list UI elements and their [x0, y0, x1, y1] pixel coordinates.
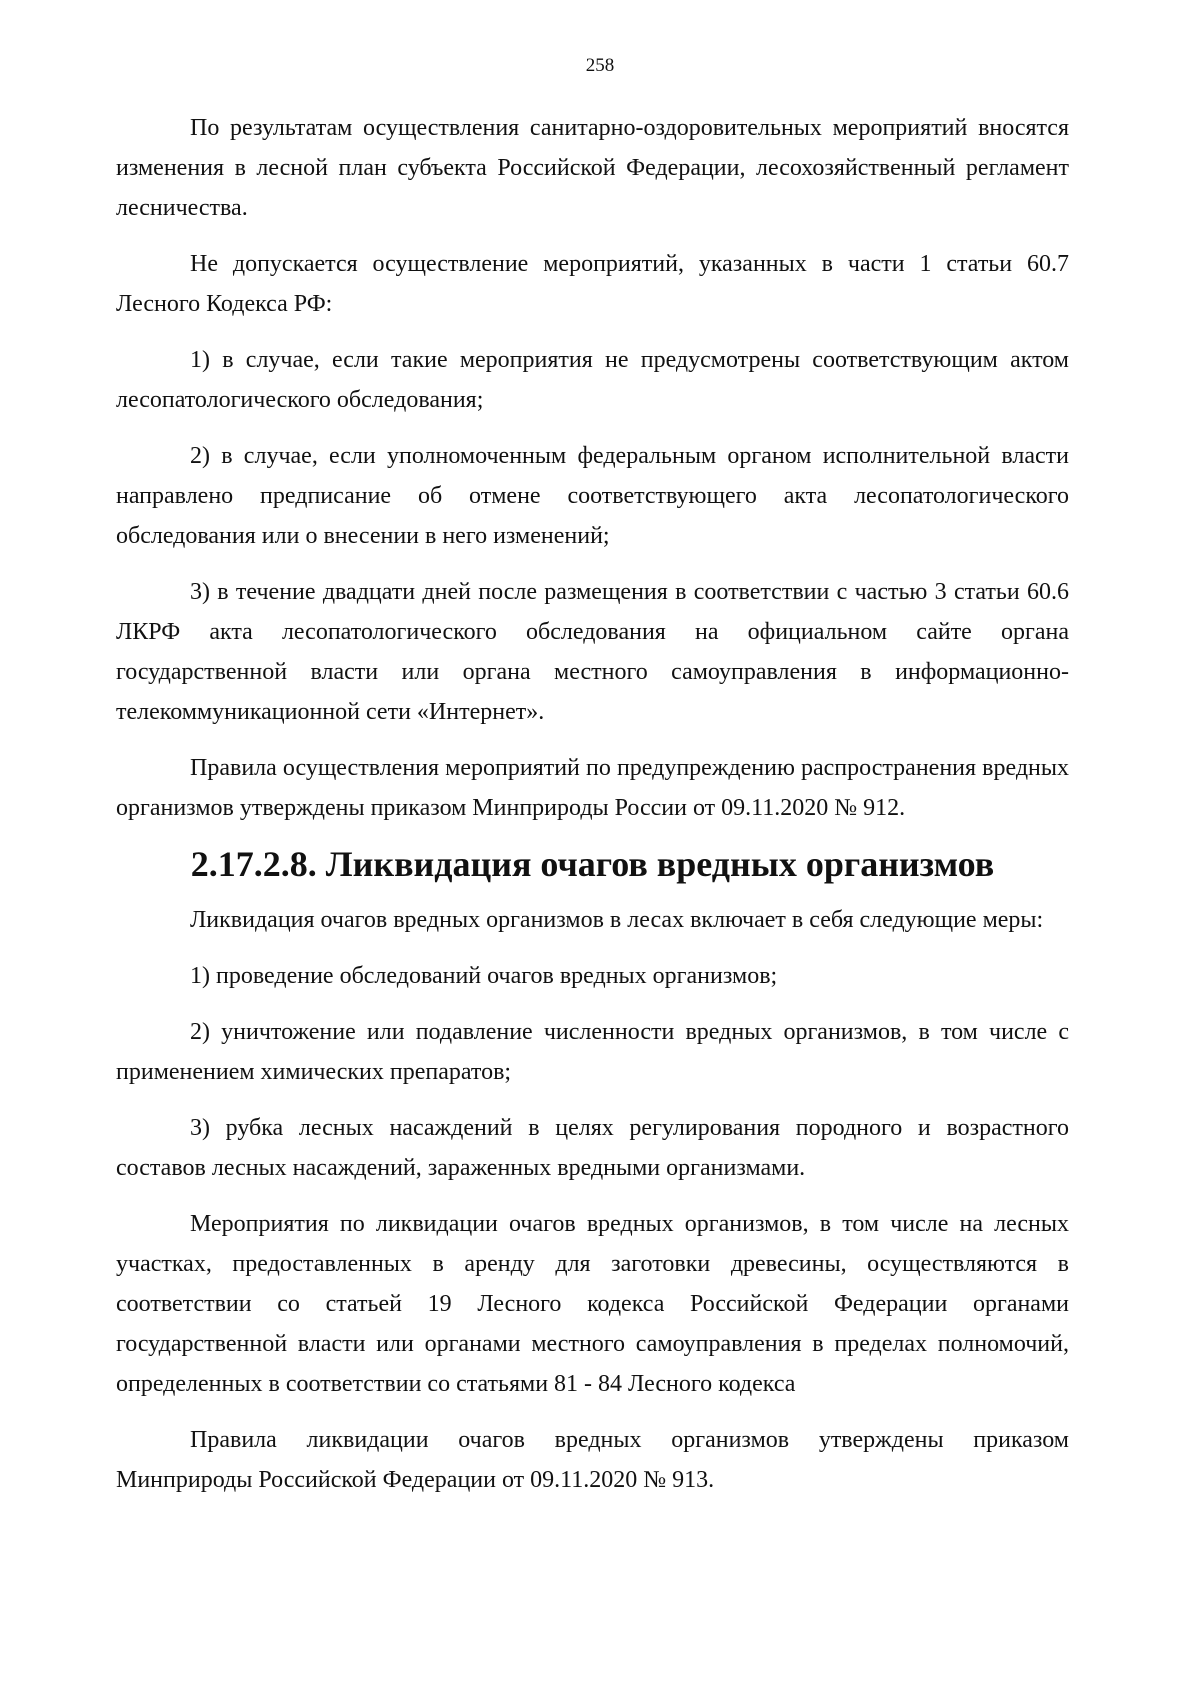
paragraph-measures-intro: Ликвидация очагов вредных организмов в лесах включает в себя следующие меры: — [190, 907, 1044, 933]
paragraph-not-allowed-intro: Не допускается осуществление мероприятий, указанных в части 1 статьи 60.7 Лесного Кодекса РФ: — [116, 251, 1069, 317]
section-heading: 2.17.2.8. Ликвидация очагов вредных организмов — [190, 844, 995, 884]
list-item-1: 1) в случае, если такие мероприятия не предусмотрены соответствующим актом лесопатологического обследования; — [116, 347, 1069, 413]
paragraph-rules-order-912: Правила осуществления мероприятий по предупреждению распространения вредных организмов утверждены приказом Минприроды России от 09.11.2020 № 912. — [116, 755, 1069, 821]
document-body — [116, 108, 1069, 1516]
measure-item-1: 1) проведение обследований очагов вредных организмов; — [190, 963, 778, 989]
list-item-3: 3) в течение двадцати дней после размещения в соответствии с частью 3 статьи 60.6 ЛКРФ акта лесопатологического обследования на официальном сайте органа государственной власти или органа местного самоуправления в информационно-телекоммуникационной сети «Интернет». — [116, 579, 1069, 725]
paragraph-liquidation-authorities: Мероприятия по ликвидации очагов вредных организмов, в том числе на лесных участках, предоставленных в аренду для заготовки древесины, осуществляются в соответствии со статьей 19 Лесного кодекса Российской Федерации органами государственной власти или органами местного самоуправления в пределах полномочий, определенных в соответствии со статьями 81 - 84 Лесного кодекса — [116, 1211, 1069, 1397]
paragraph-rules-order-913: Правила ликвидации очагов вредных организмов утверждены приказом Минприроды Российской Федерации от 09.11.2020 № 913. — [116, 1427, 1069, 1493]
paragraph-forest-plan-changes: По результатам осуществления санитарно-оздоровительных мероприятий вносятся изменения в лесной план субъекта Российской Федерации, лесохозяйственный регламент лесничества. — [116, 115, 1069, 221]
page-number: 258 — [585, 55, 615, 76]
list-item-2: 2) в случае, если уполномоченным федеральным органом исполнительной власти направлено предписание об отмене соответствующего акта лесопатологического обследования или о внесении в него изменений; — [116, 443, 1069, 549]
measure-item-3: 3) рубка лесных насаждений в целях регулирования породного и возрастного составов лесных насаждений, зараженных вредными организмами. — [116, 1115, 1069, 1181]
measure-item-2: 2) уничтожение или подавление численности вредных организмов, в том числе с применением химических препаратов; — [116, 1019, 1069, 1085]
